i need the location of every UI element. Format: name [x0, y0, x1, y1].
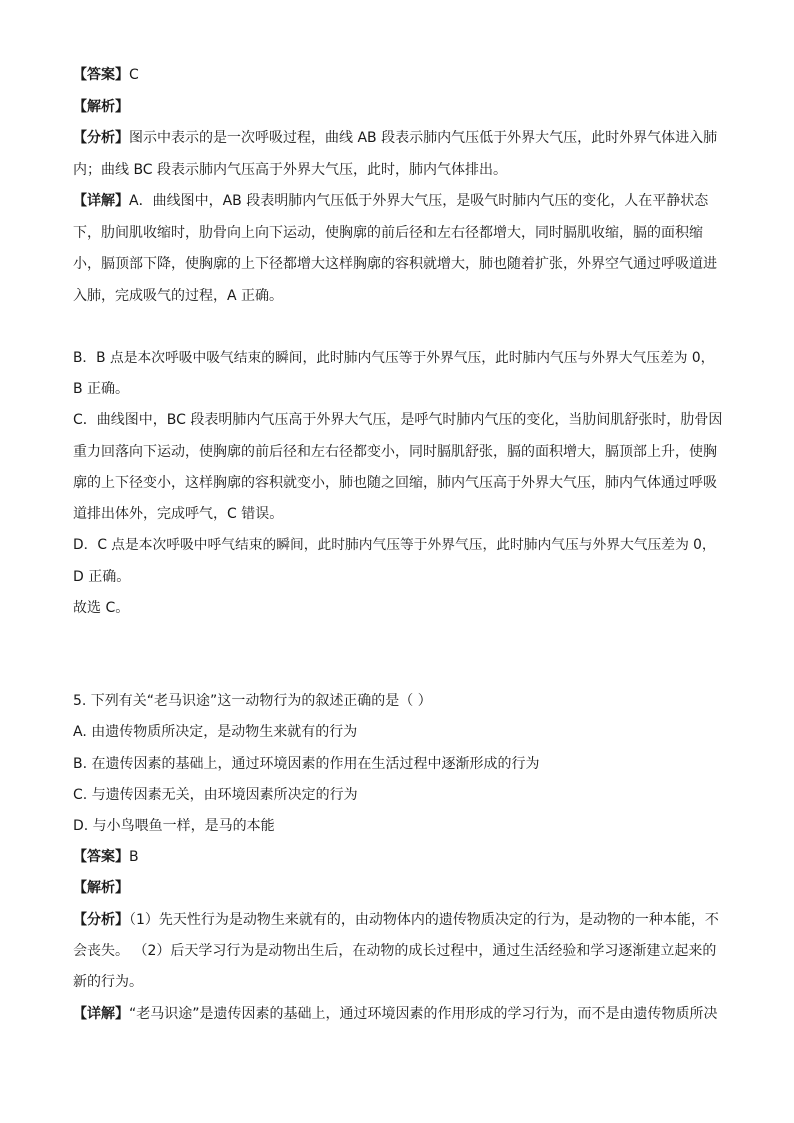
detail-tag: 【详解】 — [73, 1006, 129, 1022]
q4-detail-line: 小，膈顶部下降，使胸廓的上下径都增大这样胸廓的容积就增大，肺也随着扩张，外界空气通过呼吸道进 — [73, 256, 717, 272]
q5-fenxi-line: 【分析】（1）先天性行为是动物生来就有的，由动物体内的遗传物质决定的行为，是动物的一种本能，不 — [73, 912, 719, 928]
q4-detail-line: 下，肋间肌收缩时，肋骨向上向下运动，使胸廓的前后径和左右径都增大，同时膈肌收缩，膈的面积缩 — [73, 225, 703, 241]
fenxi-tag: 【分析】 — [73, 130, 129, 146]
q4-option-b-explanation: B．B 点是本次呼吸中吸气结束的瞬间，此时肺内气压等于外界气压，此时肺内气压与外界大气压差为 0， — [73, 350, 715, 366]
q4-fenxi-line: 【分析】图示中表示的是一次呼吸过程，曲线 AB 段表示肺内气压低于外界大气压，此时外界气体进入肺 — [73, 130, 718, 146]
q4-option-d-explanation: D．C 点是本次呼吸中呼气结束的瞬间，此时肺内气压等于外界气压，此时肺内气压与外界大气压差为 0， — [73, 537, 716, 553]
fenxi-tag: 【分析】 — [73, 912, 129, 928]
q4-analysis-tag: 【解析】 — [73, 99, 129, 115]
q4-option-b-explanation: B 正确。 — [73, 381, 130, 397]
q4-option-c-explanation: 道排出体外，完成呼气，C 错误。 — [73, 506, 284, 522]
q5-fenxi-line: 会丧失。 （2）后天学习行为是动物出生后，在动物的成长过程中，通过生活经验和学习逐渐建立起来的 — [73, 943, 717, 959]
q4-fenxi-line: 内；曲线 BC 段表示肺内气压高于外界大气压，此时，肺内气体排出。 — [73, 162, 508, 178]
q5-stem: 5. 下列有关“老马识途”这一动物行为的叙述正确的是（ ） — [73, 693, 432, 709]
q4-option-c-explanation: 廓的上下径变小，这样胸廓的容积就变小，肺也随之回缩，肺内气压高于外界大气压，肺内气体通过呼吸 — [73, 475, 717, 491]
q4-option-c-explanation: 重力回落向下运动，使胸廓的前后径和左右径都变小，同时膈肌舒张，膈的面积增大，膈顶部上升，使胸 — [73, 444, 717, 460]
q5-answer — [73, 847, 725, 867]
answer-tag: 【答案】 — [73, 67, 129, 83]
q4-conclusion: 故选 C。 — [73, 600, 130, 616]
detail-tag: 【详解】 — [73, 193, 129, 209]
q4-detail-line: 入肺，完成吸气的过程，A 正确。 — [73, 288, 284, 304]
q5-analysis-tag: 【解析】 — [73, 880, 129, 896]
q5-option-a: A. 由遗传物质所决定，是动物生来就有的行为 — [73, 724, 358, 740]
q5-option-b: B. 在遗传因素的基础上，通过环境因素的作用在生活过程中逐渐形成的行为 — [73, 756, 540, 772]
q5-fenxi-line: 新的行为。 — [73, 974, 143, 990]
q4-detail-line: 【详解】A．曲线图中，AB 段表明肺内气压低于外界大气压，是吸气时肺内气压的变化，人在平静状态 — [73, 193, 709, 209]
answer-value: B — [129, 849, 139, 865]
q4-option-c-explanation: C．曲线图中，BC 段表明肺内气压高于外界大气压，是呼气时肺内气压的变化，当肋间肌舒张时，肋骨因 — [73, 412, 723, 428]
answer-value: C — [129, 67, 139, 83]
q4-answer — [73, 65, 725, 85]
q4-option-d-explanation: D 正确。 — [73, 569, 131, 585]
q5-detail-line: 【详解】“老马识途”是遗传因素的基础上，通过环境因素的作用形成的学习行为，而不是由遗传物质所决 — [73, 1006, 718, 1022]
answer-tag: 【答案】 — [73, 849, 129, 865]
q5-option-d: D. 与小鸟喂鱼一样，是马的本能 — [73, 818, 275, 834]
q5-option-c: C. 与遗传因素无关，由环境因素所决定的行为 — [73, 787, 358, 803]
